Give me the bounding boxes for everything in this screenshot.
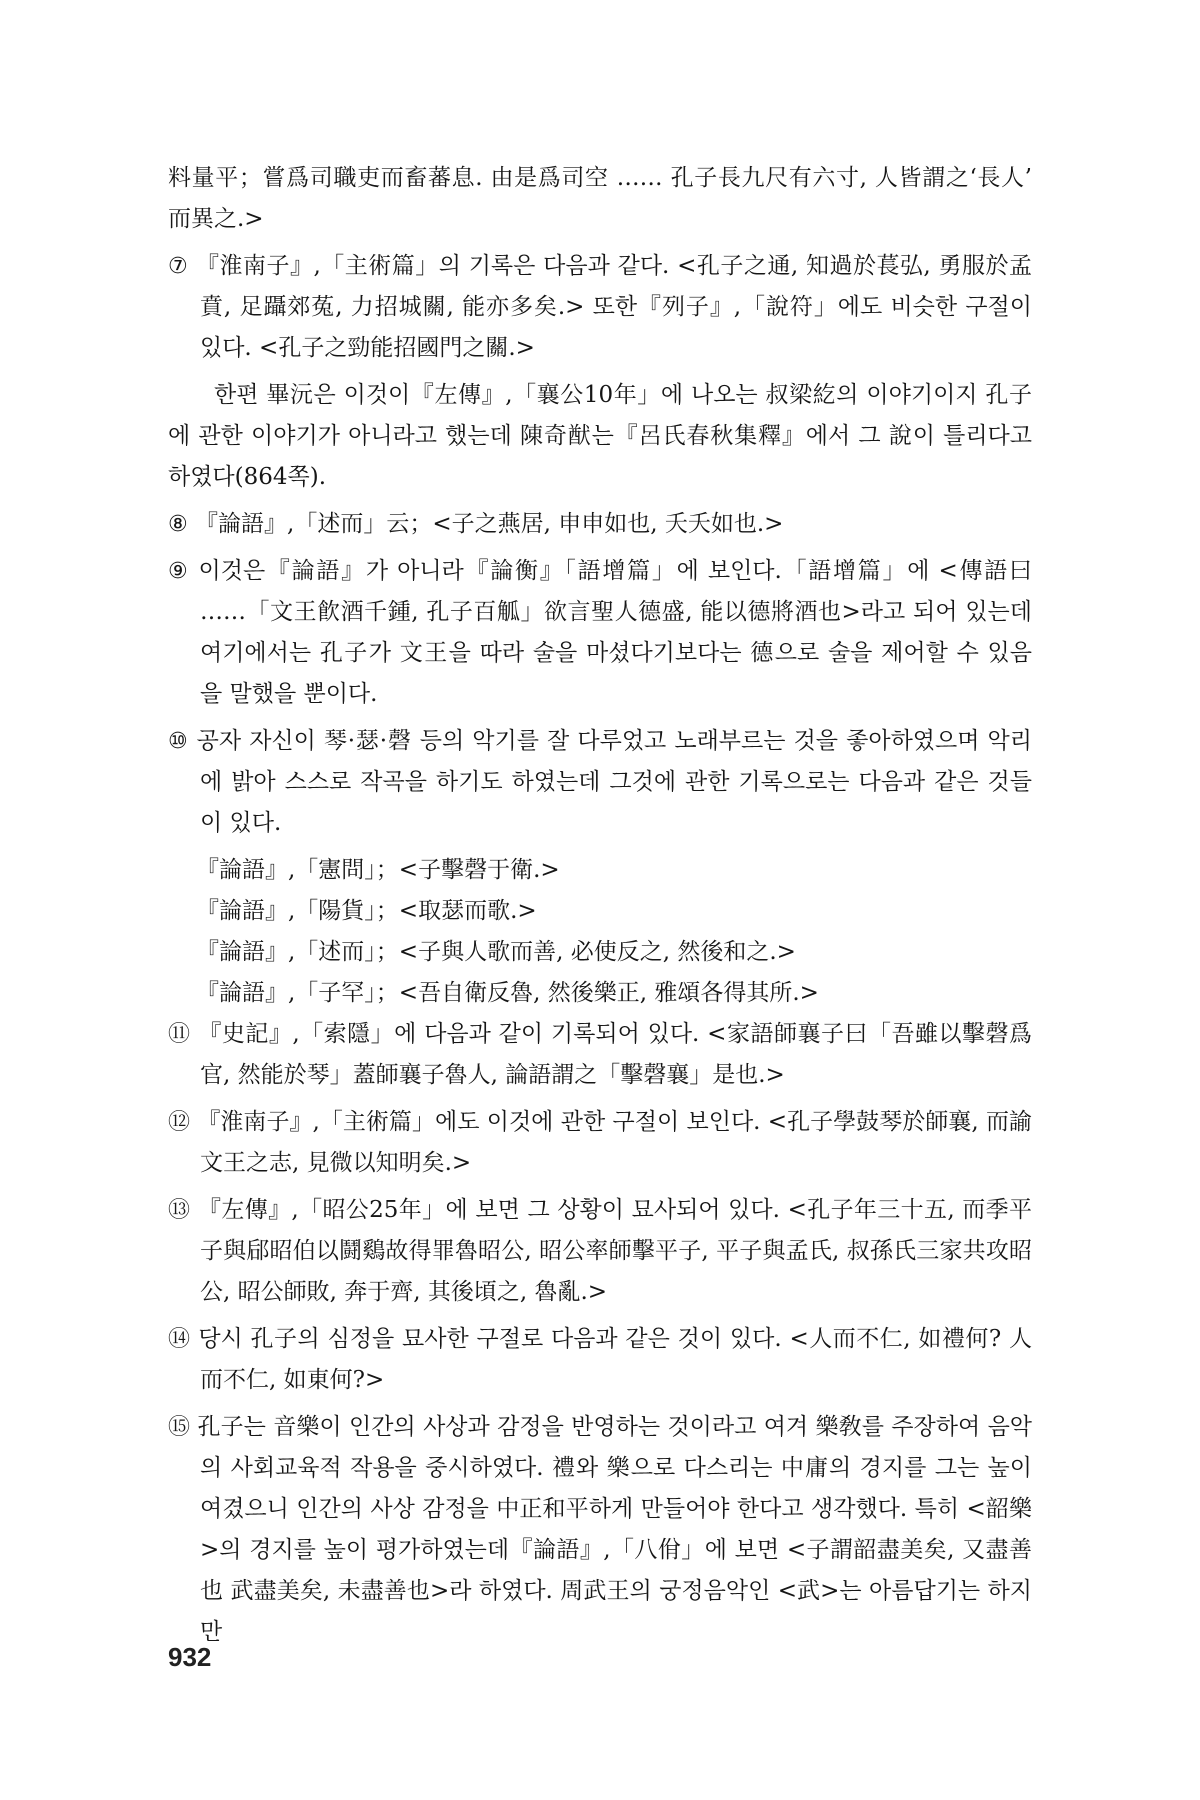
footnote-10 [168,721,1032,844]
footnote-8 [168,504,1032,545]
footnote-14 [168,1319,1032,1401]
footnote-text: 당시 孔子의 심정을 묘사한 구절로 다음과 같은 것이 있다. <人而不仁, 如禮何? 人而不仁, 如東何?> [198,1326,1032,1393]
footnote-marker: ⑭ [168,1327,191,1352]
footnote-12 [168,1102,1032,1184]
quote-line: 『論語』,「陽貨」；<取瑟而歌.> [196,898,537,924]
footnote-text: 공자 자신이 琴·瑟·磬 등의 악기를 잘 다루었고 노래부르는 것을 좋아하였으며 악리에 밝아 스스로 작곡을 하기도 하였는데 그것에 관한 기록으로는 다음과 같은 것들이 있다. [196,728,1032,836]
footnote-marker: ⑪ [168,1022,191,1047]
footnote-marker: ⑩ [168,729,189,754]
quote-line: 『論語』,「子罕」；<吾自衛反魯, 然後樂正, 雅頌各得其所.> [196,980,819,1006]
footnote-text: 『淮南子』,「主術篇」의 기록은 다음과 같다. <孔子之通, 知過於萇弘, 勇服於孟賁, 足躡郊菟, 力招城關, 能亦多矣.> 또한『列子』,「說符」에도 비슷한 구절이 있다. <孔子之勁能招國門之關.> [196,253,1032,361]
footnote-9 [168,551,1032,715]
quote-line: 『論語』,「述而」；<子與人歌而善, 必使反之, 然後和之.> [196,939,796,965]
footnote-11 [168,1014,1032,1096]
footnote-marker: ⑫ [168,1110,191,1135]
footnote-marker: ⑦ [168,254,189,279]
footnote-marker: ⑨ [168,559,190,584]
page-number: 932 [168,1642,212,1672]
footnote-marker: ⑧ [168,512,188,537]
footnote-text: 『史記』,「索隱」에 다음과 같이 기록되어 있다. <家語師襄子曰「吾雖以擊磬爲官, 然能於琴」蓋師襄子魯人, 論語謂之「擊磬襄」是也.> [198,1021,1032,1088]
footnote-marker: ⑬ [168,1198,191,1223]
footnote-13 [168,1190,1032,1313]
footnote-text: 『左傳』,「昭公25年」에 보면 그 상황이 묘사되어 있다. <孔子年三十五, 而季平子與郈昭伯以鬪鷄故得罪魯昭公, 昭公率師擊平子, 平子與孟氏, 叔孫氏三家共攻昭公, 昭公師敗, 奔于齊, 其後頃之, 魯亂.> [198,1197,1032,1305]
footnote-7 [168,246,1032,369]
footnote-marker: ⑮ [168,1415,191,1440]
footnote-text: 『論語』,「述而」云；<子之燕居, 申申如也, 夭夭如也.> [195,511,784,537]
text-paragraph: 한편 畢沅은 이것이『左傳』,「襄公10年」에 나오는 叔梁紇의 이야기이지 孔子에 관한 이야기가 아니라고 했는데 陳奇猷는『呂氏春秋集釋』에서 그 說이 틀리다고 하였다(864쪽). [168,382,1032,490]
page-body [168,158,1032,1659]
text-paragraph: 料量平；嘗爲司職吏而畜蕃息. 由是爲司空 …… 孔子長九尺有六寸, 人皆謂之‘長人’ 而異之.> [168,165,1032,232]
footnote-text: 『淮南子』,「主術篇」에도 이것에 관한 구절이 보인다. <孔子學鼓琴於師襄, 而諭文王之志, 見微以知明矣.> [197,1109,1032,1176]
quote-line: 『論語』,「憲問」；<子擊磬于衛.> [196,857,560,883]
footnote-15 [168,1407,1032,1653]
footnote-text: 이것은『論語』가 아니라『論衡』「語增篇」에 보인다.「語增篇」에 <傳語曰 ……「文王飮酒千鍾, 孔子百觚」欲言聖人德盛, 能以德將酒也>라고 되어 있는데 여기에서는 孔子가 文王을 따라 술을 마셨다기보다는 德으로 술을 제어할 수 있음을 말했을 뿐이다. [198,558,1032,707]
footnote-text: 孔子는 音樂이 인간의 사상과 감정을 반영하는 것이라고 여겨 樂敎를 주장하여 음악의 사회교육적 작용을 중시하였다. 禮와 樂으로 다스리는 中庸의 경지를 그는 높이 여겼으니 인간의 사상 감정을 中正和平하게 만들어야 한다고 생각했다. 특히 <韶樂>의 경지를 높이 평가하였는데『論語』,「八佾」에 보면 <子謂韶盡美矣, 又盡善也 武盡美矣, 未盡善也>라 하였다. 周武王의 궁정음악인 <武>는 아름답기는 하지만 [197,1414,1033,1645]
